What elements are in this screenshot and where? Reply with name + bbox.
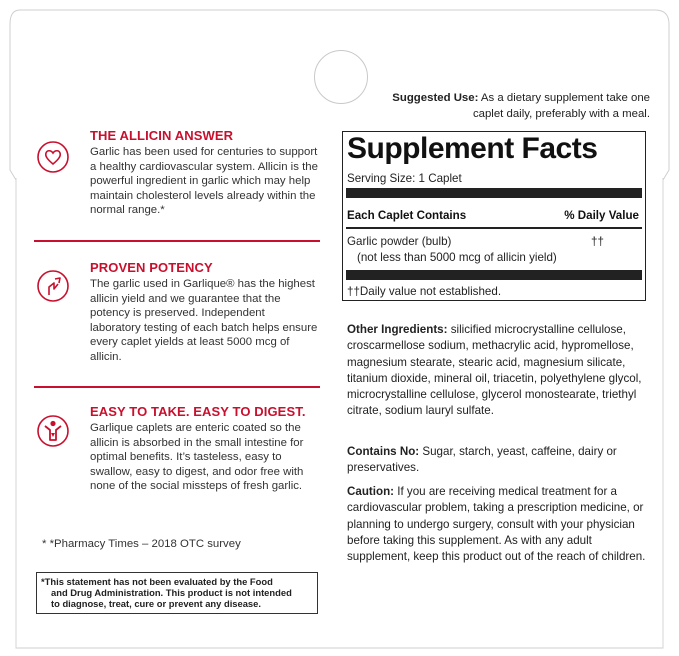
caution-text: If you are receiving medical treatment for a cardiovascular problem, taking a prescription medicine, or planning to undergo surgery, consult with your physician before taking this supplement. As with any adult supplement, keep this product out of the reach of children. [347, 485, 646, 564]
other-text: silicified microcrystalline cellulose, croscarmellose sodium, methacrylic acid, hypromellose, magnesium stearate, stearic acid, magnesium silicate, titanium dioxide, mineral oil, triacetin, polyethylene glycol, microcrystalline cellulose, glycerol monostearate, triethyl citrate, sodium lauryl sulfate. [347, 323, 642, 418]
contains-text: Sugar, starch, yeast, caffeine, dairy or preservatives. [347, 445, 617, 475]
facts-rule [346, 227, 642, 229]
contains-label: Contains No: [347, 445, 420, 458]
section-divider [34, 240, 320, 242]
disclaimer-line: to diagnose, treat, cure or prevent any disease. [51, 598, 261, 610]
facts-bar [346, 270, 642, 280]
col-header-daily-value: % Daily Value [564, 209, 639, 222]
suggested-use [390, 90, 650, 122]
section-allicin [90, 128, 318, 218]
caution-label: Caution: [347, 485, 395, 498]
section-potency [90, 260, 318, 365]
fda-disclaimer [36, 572, 318, 614]
other-label: Other Ingredients: [347, 323, 448, 336]
arrow-up-icon [36, 269, 70, 303]
supplement-facts-panel [342, 131, 646, 301]
facts-footnote: ††Daily value not established. [347, 285, 502, 298]
suggested-label: Suggested Use: [392, 92, 479, 104]
ingredient-note: (not less than 5000 mcg of allicin yield) [357, 251, 557, 264]
facts-bar [346, 188, 642, 198]
ingredient-daily-value: †† [591, 235, 604, 248]
other-ingredients [347, 322, 652, 420]
heart-icon [36, 140, 70, 174]
caution [347, 484, 652, 565]
hang-hole [314, 50, 368, 104]
serving-size: Serving Size: 1 Caplet [347, 172, 462, 185]
section-body: The garlic used in Garlique® has the highest allicin yield and we guarantee that the potency is preserved. Independent laboratory testing of each batch helps ensure every caplet yields at least 5000 mcg of allicin. [90, 278, 318, 363]
contains-no [347, 444, 652, 477]
survey-note: * *Pharmacy Times – 2018 OTC survey [42, 538, 241, 550]
section-title: PROVEN POTENCY [90, 260, 213, 275]
section-title: THE ALLICIN ANSWER [90, 128, 234, 143]
suggested-text: As a dietary supplement take one caplet daily, preferably with a meal. [472, 92, 650, 120]
section-easy [90, 404, 318, 494]
disclaimer-line: and Drug Administration. This product is not intended [51, 587, 292, 599]
ingredient-name: Garlic powder (bulb) [347, 235, 452, 248]
section-body: Garlique caplets are enteric coated so the allicin is absorbed in the small intestine for optimal benefits. It’s tasteless, easy to swallow, easy to digest, and odor free with none of the social missteps of fresh garlic. [90, 422, 304, 493]
person-icon [36, 414, 70, 448]
section-body: Garlic has been used for centuries to support a healthy cardiovascular system. Allicin is the powerful ingredient in garlic which may help maintain cholesterol levels already within the normal range.* [90, 146, 318, 217]
col-header-contains: Each Caplet Contains [347, 209, 467, 222]
section-title: EASY TO TAKE. EASY TO DIGEST. [90, 404, 306, 419]
disclaimer-line: *This statement has not been evaluated by the Food [41, 576, 273, 587]
supplement-facts-title: Supplement Facts [347, 132, 598, 165]
section-divider [34, 386, 320, 388]
